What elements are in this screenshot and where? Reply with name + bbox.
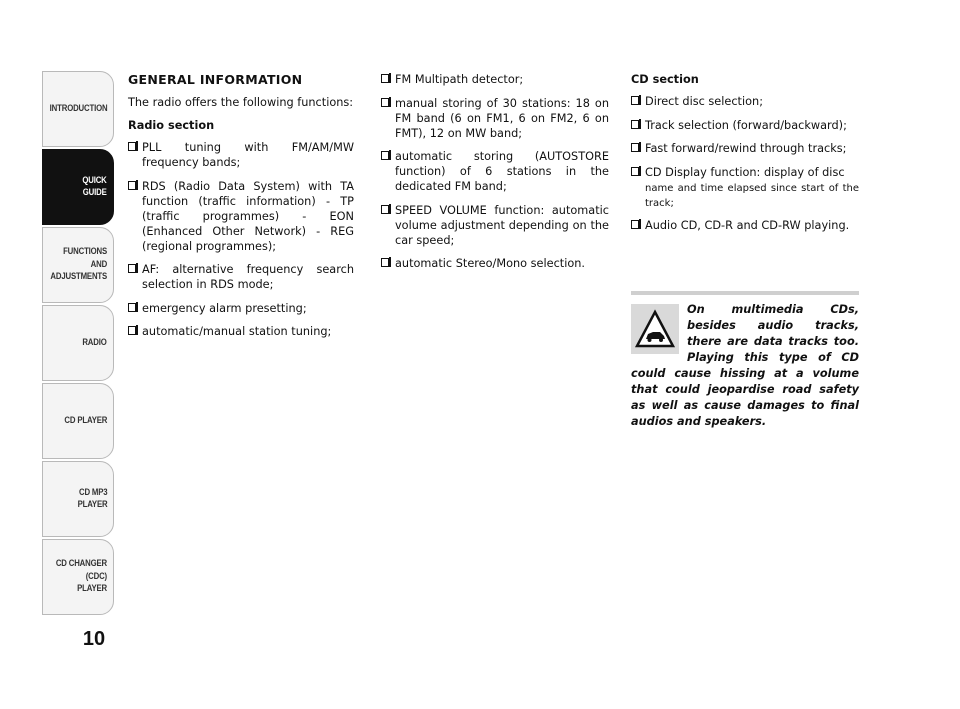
checkbox-bullet-icon (631, 96, 639, 105)
list-item: emergency alarm presetting; (128, 301, 354, 316)
checkbox-bullet-icon (381, 205, 389, 214)
tab-functions-and-adjustments[interactable] (42, 227, 114, 303)
checkbox-bullet-icon (128, 326, 136, 335)
checkbox-bullet-icon (631, 143, 639, 152)
column-cd-section (631, 72, 859, 242)
intro-paragraph: The radio offers the following functions: (128, 96, 354, 109)
cd-feature-list (631, 94, 859, 233)
tab-label: RADIO (82, 336, 107, 348)
checkbox-bullet-icon (631, 220, 639, 229)
list-item: automatic/manual station tuning; (128, 324, 354, 339)
list-item: Track selection (forward/backward); (631, 118, 859, 133)
checkbox-bullet-icon (128, 303, 136, 312)
list-item: SPEED VOLUME function: automatic volume adjustment depending on the car speed; (381, 203, 609, 248)
warning-divider (631, 291, 859, 295)
checkbox-bullet-icon (381, 151, 389, 160)
list-item: PLL tuning with FM/AM/MW frequency bands; (128, 140, 354, 170)
checkbox-bullet-icon (128, 142, 136, 151)
tab-label: FUNCTIONS AND ADJUSTMENTS (50, 246, 107, 283)
checkbox-bullet-icon (381, 98, 389, 107)
list-item: Audio CD, CD-R and CD-RW playing. (631, 218, 859, 233)
tab-label: CD CHANGER (CDC) PLAYER (55, 558, 107, 595)
radio-feature-list (128, 140, 354, 339)
checkbox-bullet-icon (381, 258, 389, 267)
tab-label: INTRODUCTION (49, 102, 107, 114)
tab-cd-mp3-player[interactable] (42, 461, 114, 537)
page-number: 10 (82, 628, 106, 650)
column-radio-features-continued (381, 72, 609, 280)
list-item: FM Multipath detector; (381, 72, 609, 87)
tab-introduction[interactable] (42, 71, 114, 147)
tab-label: CD MP3 PLAYER (77, 486, 107, 510)
tab-quick-guide[interactable] (42, 149, 114, 225)
radio-feature-list-continued (381, 72, 609, 271)
checkbox-bullet-icon (128, 264, 136, 273)
tab-cd-player[interactable] (42, 383, 114, 459)
list-item: Direct disc selection; (631, 94, 859, 109)
cd-section-heading: CD section (631, 73, 699, 86)
tab-radio[interactable] (42, 305, 114, 381)
checkbox-bullet-icon (381, 74, 389, 83)
list-item: automatic Stereo/Mono selection. (381, 256, 609, 271)
section-heading: GENERAL INFORMATION (128, 72, 303, 87)
list-item: manual storing of 30 stations: 18 on FM band (6 on FM1, 6 on FM2, 6 on FMT), 12 on MW band; (381, 96, 609, 141)
checkbox-bullet-icon (128, 181, 136, 190)
radio-section-heading: Radio section (128, 119, 215, 132)
warning-text: On multimedia CDs, besides audio tracks, there are data tracks too. Playing this type of CD could cause hissing at a volume that could jeopardise road safety as well as cause damages to final audios and speakers. (631, 303, 859, 428)
column-general-information (128, 72, 354, 348)
list-item: automatic storing (AUTOSTORE function) of 6 stations in the dedicated FM band; (381, 149, 609, 194)
list-item: Fast forward/rewind through tracks; (631, 141, 859, 156)
item-continuation: name and time elapsed since start of the track; (645, 182, 859, 209)
list-item: RDS (Radio Data System) with TA function (traffic information) - TP (traffic programmes) - EON (Enhanced Other Network) - REG (regional programmes); (128, 179, 354, 254)
tab-cd-changer-player[interactable] (42, 539, 114, 615)
list-item: AF: alternative frequency search selection in RDS mode; (128, 262, 354, 292)
checkbox-bullet-icon (631, 120, 639, 129)
warning-note (631, 291, 859, 430)
tab-label: CD PLAYER (64, 414, 107, 426)
list-item: CD Display function: display of disc name and time elapsed since start of the track; (631, 165, 859, 210)
tab-label: QUICK GUIDE (82, 174, 107, 198)
checkbox-bullet-icon (631, 167, 639, 176)
warning-triangle-car-icon (631, 304, 679, 354)
